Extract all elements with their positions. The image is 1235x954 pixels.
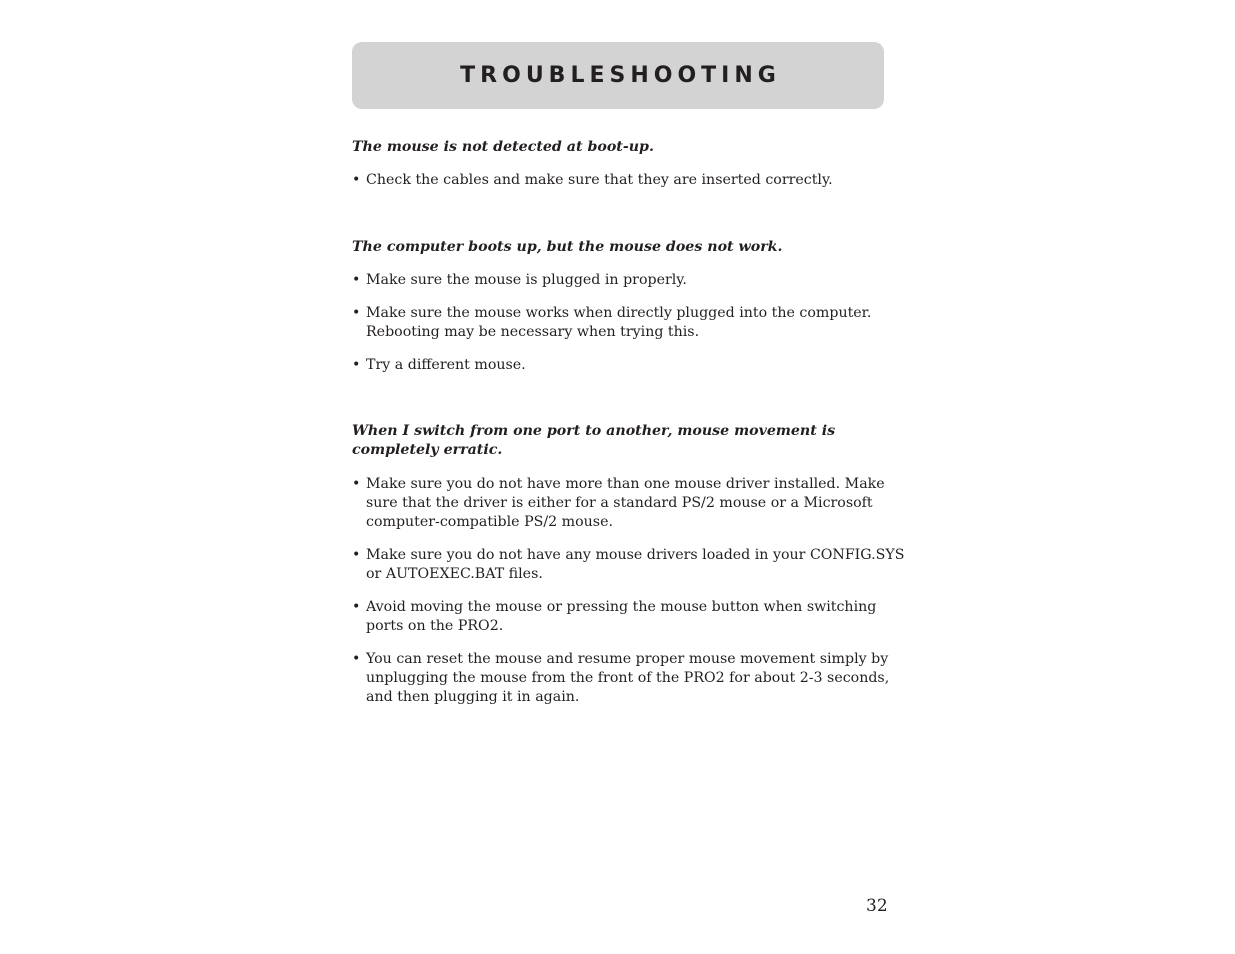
bullet-item: [352, 475, 885, 533]
bullet-icon: •: [352, 476, 361, 492]
bullet-item: [352, 546, 904, 584]
bullet-text: Make sure you do not have any mouse drivers loaded in your CONFIG.SYS: [366, 547, 905, 563]
bullet-icon: •: [352, 305, 361, 321]
bullet-text: Avoid moving the mouse or pressing the mouse button when switching: [366, 599, 877, 615]
bullet-text: ports on the PRO2.: [366, 618, 504, 635]
bullet-text: Make sure the mouse is plugged in properly.: [366, 272, 687, 288]
section-heading-line: When I switch from one port to another, mouse movement is: [352, 423, 836, 439]
section-heading: The computer boots up, but the mouse does not work.: [352, 239, 783, 255]
page-number: 32: [866, 896, 888, 916]
bullet-text: computer-compatible PS/2 mouse.: [366, 514, 613, 531]
section-heading: [352, 422, 835, 460]
bullet-item: [352, 650, 889, 708]
bullet-text: You can reset the mouse and resume proper mouse movement simply by: [366, 651, 889, 667]
bullet-item: [352, 171, 833, 190]
bullet-text: Check the cables and make sure that they are inserted correctly.: [366, 172, 833, 188]
bullet-text: sure that the driver is either for a standard PS/2 mouse or a Microsoft: [366, 495, 873, 512]
section-heading-line: completely erratic.: [352, 442, 503, 458]
bullet-text: Rebooting may be necessary when trying this.: [366, 324, 700, 341]
bullet-text: Make sure the mouse works when directly plugged into the computer.: [366, 305, 872, 321]
bullet-item: [352, 356, 526, 375]
bullet-text: Make sure you do not have more than one mouse driver installed. Make: [366, 476, 885, 492]
section-heading: The mouse is not detected at boot-up.: [352, 139, 654, 155]
bullet-item: [352, 598, 876, 636]
bullet-text: unplugging the mouse from the front of the PRO2 for about 2-3 seconds,: [366, 670, 890, 687]
bullet-icon: •: [352, 651, 361, 667]
bullet-icon: •: [352, 547, 361, 563]
bullet-icon: •: [352, 599, 361, 615]
bullet-text: or AUTOEXEC.BAT files.: [366, 566, 543, 583]
bullet-item: [352, 304, 871, 342]
bullet-item: [352, 271, 687, 290]
bullet-icon: •: [352, 172, 361, 188]
bullet-text: and then plugging it in again.: [366, 689, 580, 706]
bullet-text: Try a different mouse.: [366, 357, 526, 373]
title-banner: [352, 42, 884, 109]
page-title: TROUBLESHOOTING: [460, 63, 781, 88]
bullet-icon: •: [352, 272, 361, 288]
bullet-icon: •: [352, 357, 361, 373]
